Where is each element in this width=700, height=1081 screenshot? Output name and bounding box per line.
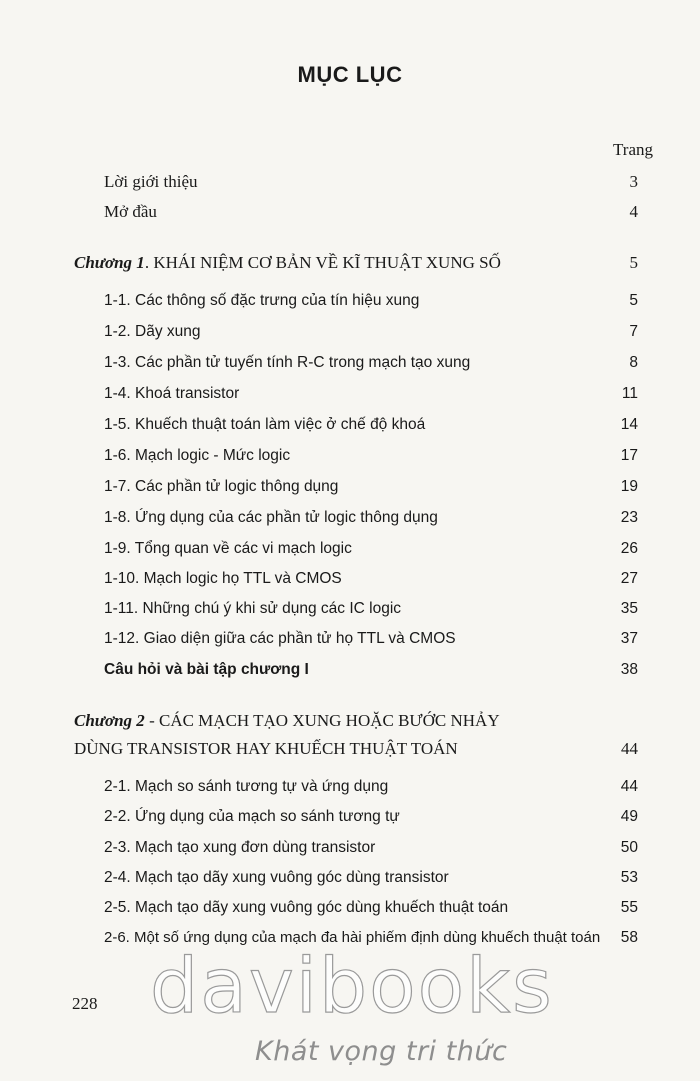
toc-entry-label: 2-2. Ứng dụng của mạch so sánh tương tự [104,808,400,825]
toc-entry [0,292,700,318]
toc-entry-page: 4 [629,202,638,221]
toc-entry-front-1 [0,172,700,198]
toc-entry-page: 26 [620,540,638,557]
toc-entry-page: 37 [620,630,638,647]
toc-entry-label: Lời giới thiệu [104,172,198,191]
toc-entry [0,839,700,865]
page-number: 228 [72,994,98,1013]
toc-entry-page: 5 [629,253,638,272]
toc-entry-page: 49 [620,808,638,825]
toc-entry [0,385,700,411]
toc-entry-page: 27 [620,570,638,587]
toc-entry-label: Mở đầu [104,202,157,221]
toc-entry [0,808,700,834]
toc-entry-label: 2-6. Một số ứng dụng của mạch đa hài phiếm định dùng khuếch thuật toán [104,929,601,946]
toc-entry-label: 2-5. Mạch tạo dãy xung vuông góc dùng khuếch thuật toán [104,899,509,916]
toc-entry-label: 1-2. Dãy xung [104,323,201,340]
toc-entry-page: 3 [629,172,638,191]
toc-entry-page: 44 [621,739,638,758]
toc-entry-label: 2-4. Mạch tạo dãy xung vuông góc dùng transistor [104,869,449,886]
page-column-header: Trang [613,140,653,159]
toc-entry-page: 38 [620,661,638,678]
toc-entry-label: 1-7. Các phần tử logic thông dụng [104,478,339,495]
watermark-slogan: Khát vọng tri thức [255,1036,508,1067]
chapter-title: - CÁC MẠCH TẠO XUNG HOẶC BƯỚC NHẢY [144,711,500,730]
toc-entry-label: 1-12. Giao diện giữa các phần tử họ TTL và CMOS [104,630,456,647]
toc-entry-label: 1-8. Ứng dụng của các phần tử logic thông dụng [104,509,438,526]
chapter-title-continued: DÙNG TRANSISTOR HAY KHUẾCH THUẬT TOÁN [74,739,458,758]
toc-entry [0,478,700,504]
toc-entry-label: 1-5. Khuếch thuật toán làm việc ở chế độ khoá [104,416,426,433]
chapter-prefix: Chương 2 [74,711,145,730]
toc-entry-page: 7 [629,323,638,340]
toc-entry-label: Câu hỏi và bài tập chương I [104,661,309,678]
toc-entry [0,778,700,804]
toc-entry-page: 11 [621,385,638,402]
toc-entry-page: 44 [620,778,638,795]
toc-entry [0,447,700,473]
toc-entry-page: 5 [629,292,638,309]
chapter-prefix: Chương 1 [74,253,145,272]
toc-entry-page: 17 [620,447,638,464]
toc-entry [0,354,700,380]
toc-entry-label: 1-6. Mạch logic - Mức logic [104,447,291,464]
chapter-title: . KHÁI NIỆM CƠ BẢN VỀ KĨ THUẬT XUNG SỐ [144,253,501,272]
toc-entry-page: 19 [620,478,638,495]
toc-entry-questions [0,661,700,687]
toc-entry [0,630,700,656]
chapter-1-heading [0,253,700,279]
toc-entry-front-2 [0,202,700,228]
toc-entry [0,509,700,535]
toc-entry-label: 1-11. Những chú ý khi sử dụng các IC logic [104,600,402,617]
toc-entry [0,540,700,566]
toc-entry-label: 1-10. Mạch logic họ TTL và CMOS [104,570,342,587]
toc-entry-page: 14 [620,416,638,433]
toc-entry [0,570,700,596]
toc-entry-page: 53 [620,869,638,886]
toc-entry-page: 55 [620,899,638,916]
toc-entry [0,416,700,442]
toc-entry-label: 1-9. Tổng quan về các vi mạch logic [104,540,352,557]
toc-entry [0,869,700,895]
toc-entry-label: 1-3. Các phần tử tuyến tính R-C trong mạch tạo xung [104,354,471,371]
toc-entry [0,899,700,925]
toc-entry [0,323,700,349]
toc-entry-page: 8 [629,354,638,371]
toc-entry-label: 2-3. Mạch tạo xung đơn dùng transistor [104,839,376,856]
watermark-logo: davibooks [150,941,554,1030]
toc-entry-page: 35 [620,600,638,617]
toc-entry-label: 1-4. Khoá transistor [104,385,240,402]
chapter-2-heading [0,711,700,737]
chapter-2-heading-line2 [0,739,700,765]
toc-entry-label: 2-1. Mạch so sánh tương tự và ứng dụng [104,778,389,795]
toc-entry-page: 50 [620,839,638,856]
toc-entry-page: 23 [620,509,638,526]
page-title: MỤC LỤC [297,62,403,87]
toc-entry [0,600,700,626]
toc-entry-label: 1-1. Các thông số đặc trưng của tín hiệu xung [104,292,420,309]
toc-entry-page: 58 [620,929,638,946]
